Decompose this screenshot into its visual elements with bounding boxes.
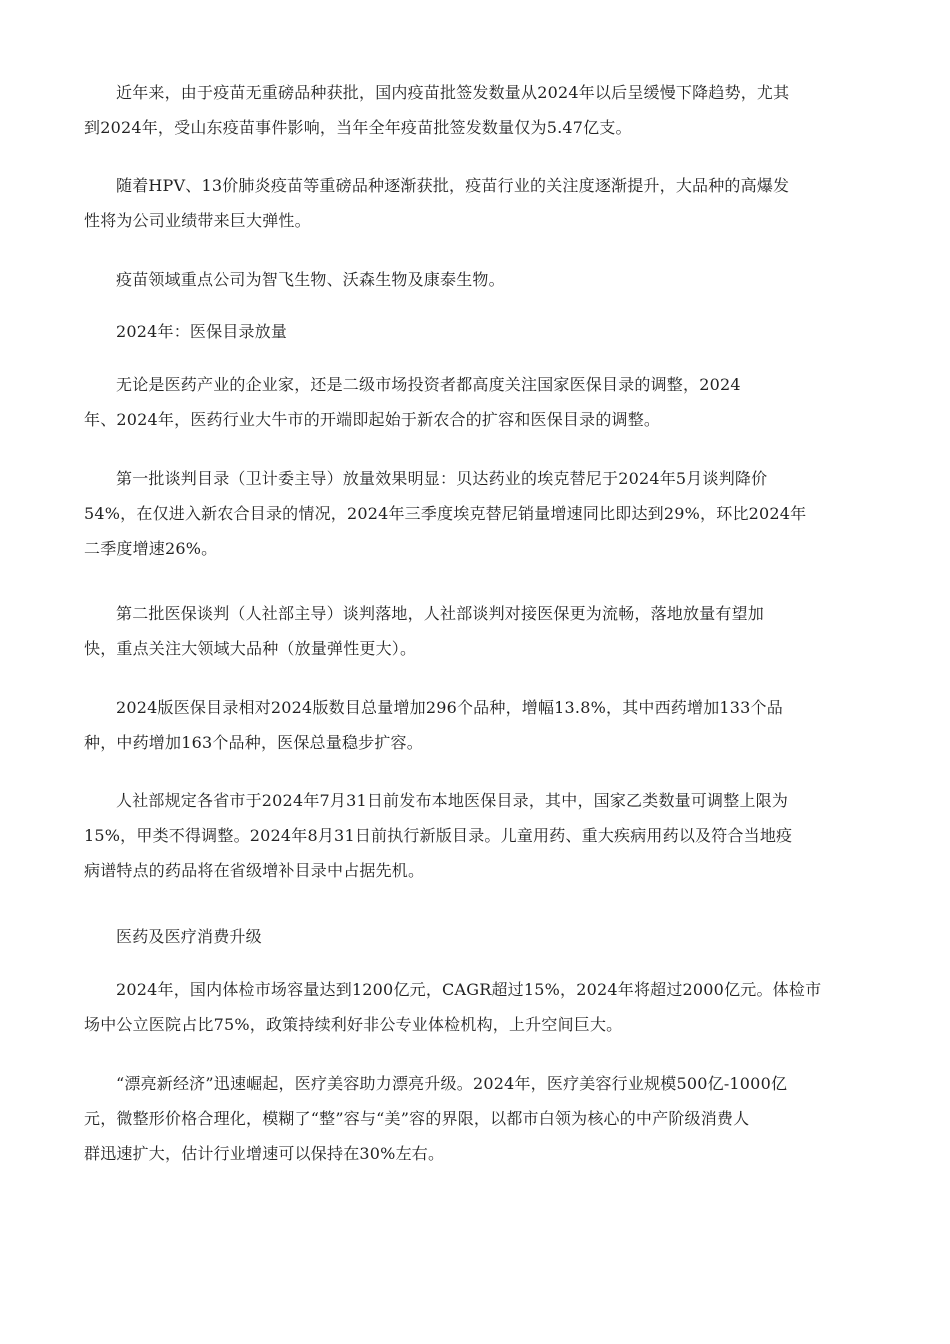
text-line: 群迅速扩大，估计行业增速可以保持在30%左右。 <box>84 1144 445 1163</box>
text-line: 人社部规定各省市于2024年7月31日前发布本地医保目录，其中，国家乙类数量可调整上限为 <box>116 791 789 810</box>
paragraph-insurance-adjustment <box>84 367 864 437</box>
text-line: 场中公立医院占比75%，政策持续利好非公专业体检机构，上升空间巨大。 <box>84 1015 623 1034</box>
text-line: 医药及医疗消费升级 <box>116 927 262 946</box>
text-line: 疫苗领域重点公司为智飞生物、沃森生物及康泰生物。 <box>116 270 505 289</box>
text-line: 年、2024年，医药行业大牛市的开端即起始于新农合的扩容和医保目录的调整。 <box>84 410 661 429</box>
text-line: “漂亮新经济”迅速崛起，医疗美容助力漂亮升级。2024年，医疗美容行业规模500亿-1000亿 <box>116 1074 788 1093</box>
text-line: 随着HPV、13价肺炎疫苗等重磅品种逐渐获批，疫苗行业的关注度逐渐提升，大品种的高爆发 <box>116 176 790 195</box>
section-heading-insurance-catalog <box>84 314 864 349</box>
paragraph-hpv-vaccine <box>84 168 864 238</box>
text-line: 快，重点关注大领域大品种（放量弹性更大）。 <box>84 639 417 658</box>
text-line: 性将为公司业绩带来巨大弹性。 <box>84 211 311 230</box>
text-line: 54%，在仅进入新农合目录的情况，2024年三季度埃克替尼销量增速同比即达到29%，环比2024年 <box>84 504 807 523</box>
text-line: 元，微整形价格合理化，模糊了“整”容与“美”容的界限，以都市白领为核心的中产阶级消费人 <box>84 1109 750 1128</box>
paragraph-provincial-catalog <box>84 783 864 888</box>
text-line: 近年来，由于疫苗无重磅品种获批，国内疫苗批签发数量从2024年以后呈缓慢下降趋势，尤其 <box>116 83 790 102</box>
section-heading-consumption-upgrade <box>84 919 864 954</box>
text-line: 病谱特点的药品将在省级增补目录中占据先机。 <box>84 861 425 880</box>
paragraph-vaccine-companies <box>84 262 864 297</box>
text-line: 2024年：医保目录放量 <box>116 322 288 341</box>
text-line: 到2024年，受山东疫苗事件影响，当年全年疫苗批签发数量仅为5.47亿支。 <box>84 118 632 137</box>
paragraph-medical-beauty <box>84 1066 864 1171</box>
text-line: 种，中药增加163个品种，医保总量稳步扩容。 <box>84 733 423 752</box>
paragraph-catalog-expansion <box>84 690 864 760</box>
text-line: 2024年，国内体检市场容量达到1200亿元，CAGR超过15%，2024年将超过2000亿元。体检市 <box>116 980 822 999</box>
text-line: 2024版医保目录相对2024版数目总量增加296个品种，增幅13.8%，其中西药增加133个品 <box>116 698 783 717</box>
text-line: 15%，甲类不得调整。2024年8月31日前执行新版目录。儿童用药、重大疾病用药以及符合当地疫 <box>84 826 793 845</box>
text-line: 第二批医保谈判（人社部主导）谈判落地，人社部谈判对接医保更为流畅，落地放量有望加 <box>116 604 765 623</box>
paragraph-first-negotiation <box>84 461 864 566</box>
paragraph-vaccine-decline <box>84 75 864 145</box>
text-line: 第一批谈判目录（卫计委主导）放量效果明显：贝达药业的埃克替尼于2024年5月谈判降价 <box>116 469 768 488</box>
text-line: 无论是医药产业的企业家，还是二级市场投资者都高度关注国家医保目录的调整，2024 <box>116 375 741 394</box>
text-line: 二季度增速26%。 <box>84 539 218 558</box>
paragraph-second-negotiation <box>84 596 864 666</box>
paragraph-health-checkup <box>84 972 864 1042</box>
